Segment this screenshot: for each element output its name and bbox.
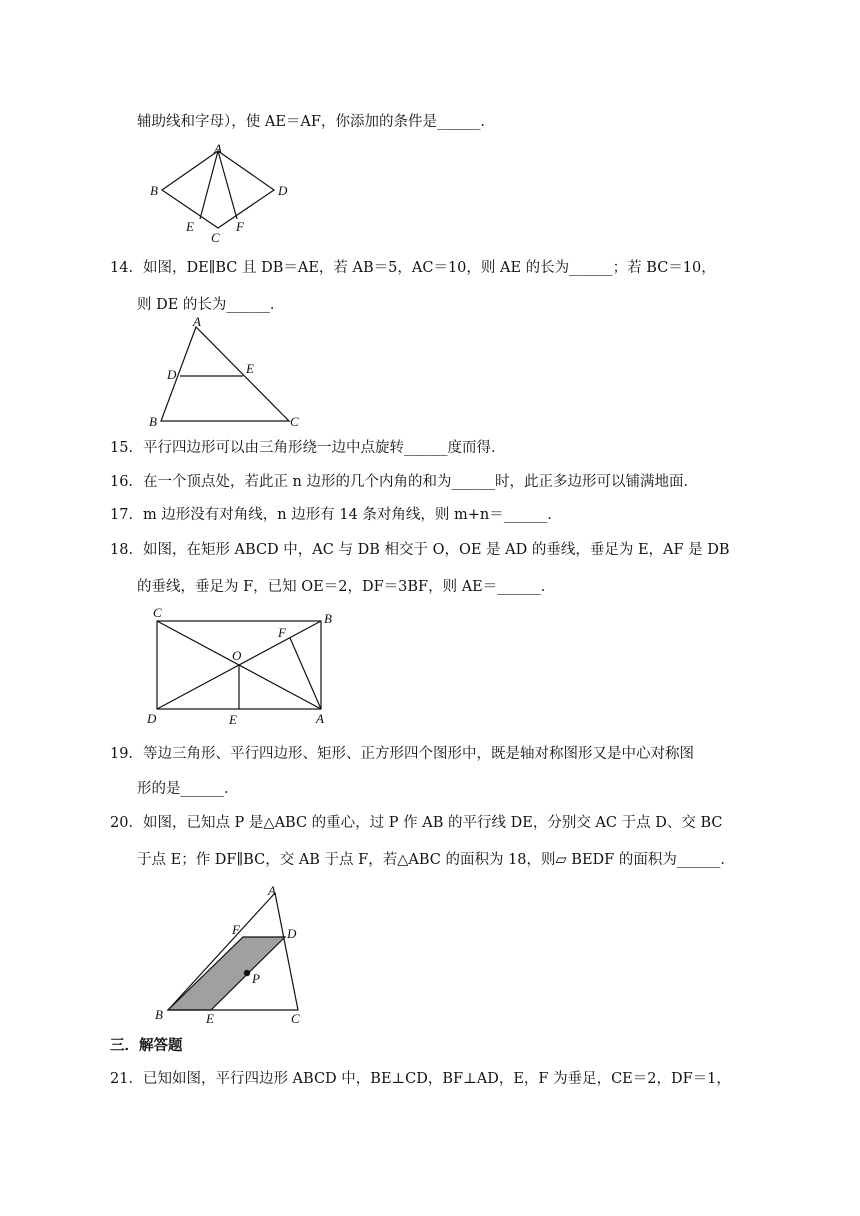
label-e: E	[229, 712, 237, 727]
q19-line-1: 19．等边三角形、平行四边形、矩形、正方形四个图形中，既是轴对称图形又是中心对称图	[110, 746, 694, 762]
q17-line: 17．m 边形没有对角线，n 边形有 14 条对角线，则 m+n＝______．	[110, 507, 562, 523]
triangle20-figure	[150, 883, 320, 1028]
label-a: A	[193, 314, 201, 329]
q19-line-2: 形的是______．	[137, 781, 239, 797]
triangle-abc	[161, 327, 289, 421]
section-heading: 三．解答题	[110, 1037, 183, 1054]
label-b: B	[149, 414, 157, 428]
label-c: C	[291, 1011, 300, 1026]
label-d: D	[287, 926, 297, 941]
segment-af	[218, 151, 237, 219]
label-a: A	[268, 883, 276, 898]
q21-line-1: 21．已知如图，平行四边形 ABCD 中，BE⊥CD，BF⊥AD，E，F 为垂足，CE＝2，DF＝1，	[110, 1071, 731, 1087]
label-f: F	[236, 219, 244, 234]
centroid-p	[244, 970, 250, 976]
triangle14-figure	[146, 313, 306, 428]
parallelogram-bedf	[168, 937, 285, 1010]
label-e: E	[206, 1011, 214, 1026]
label-b: B	[155, 1007, 163, 1022]
label-d: D	[167, 367, 177, 382]
label-b: B	[324, 611, 332, 626]
q18-line-1: 18．如图，在矩形 ABCD 中，AC 与 DB 相交于 O，OE 是 AD 的垂线，垂足为 E，AF 是 DB	[110, 542, 730, 558]
rectangle18-figure	[144, 603, 344, 728]
label-o: O	[232, 648, 242, 663]
q14-line-1: 14．如图，DE∥BC 且 DB＝AE，若 AB＝5，AC＝10，则 AE 的长为______；若 BC＝10，	[110, 260, 716, 276]
label-c: C	[153, 605, 162, 620]
segment-af	[290, 638, 321, 709]
label-b: B	[150, 183, 158, 198]
label-d: D	[278, 183, 288, 198]
kite-outline	[162, 151, 274, 228]
q16-line: 16．在一个顶点处，若此正 n 边形的几个内角的和为______时，此正多边形可以铺满地面．	[110, 474, 699, 490]
q15-line: 15．平行四边形可以由三角形绕一边中点旋转______度而得．	[110, 440, 506, 456]
label-c: C	[290, 414, 299, 428]
q14-line-2: 则 DE 的长为______．	[137, 297, 285, 313]
label-a: A	[316, 711, 324, 726]
label-e: E	[246, 361, 254, 376]
label-d: D	[147, 711, 157, 726]
label-f: F	[232, 922, 240, 937]
q20-line-1: 20．如图，已知点 P 是△ABC 的重心，过 P 作 AB 的平行线 DE，分别交 AC 于点 D、交 BC	[110, 815, 723, 831]
q20-line-2: 于点 E；作 DF∥BC，交 AB 于点 F，若△ABC 的面积为 18，则▱ BEDF 的面积为______．	[137, 852, 735, 868]
kite-figure	[148, 143, 288, 243]
label-c: C	[211, 230, 220, 243]
label-f: F	[278, 625, 286, 640]
q13-tail-line: 辅助线和字母），使 AE＝AF，你添加的条件是______．	[137, 114, 495, 130]
label-e: E	[186, 219, 194, 234]
label-a: A	[214, 143, 222, 156]
label-p: P	[252, 971, 260, 986]
q18-line-2: 的垂线，垂足为 F，已知 OE＝2，DF＝3BF，则 AE＝______．	[137, 579, 556, 595]
